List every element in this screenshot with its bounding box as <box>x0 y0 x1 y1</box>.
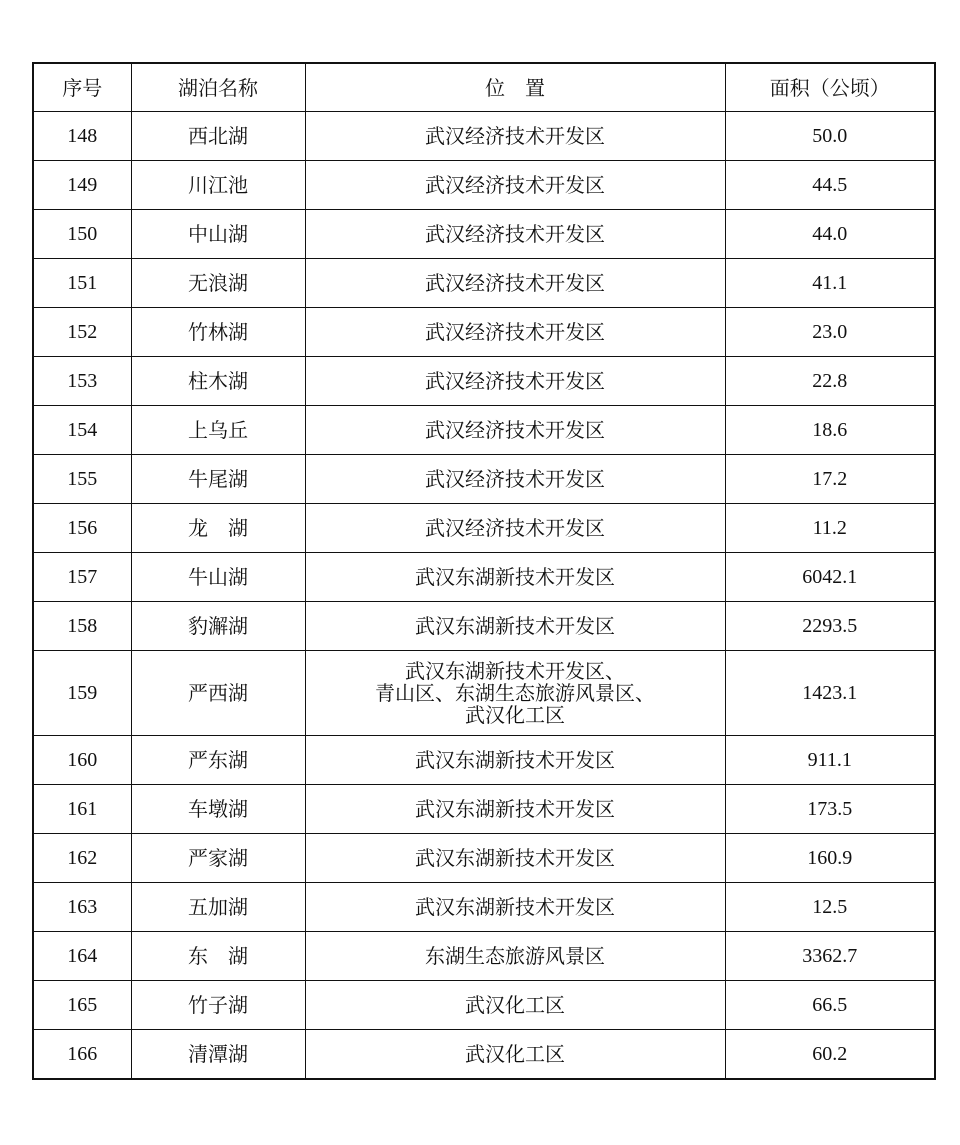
table-row <box>33 112 935 161</box>
cell-location: 武汉东湖新技术开发区 <box>305 553 725 602</box>
table-row <box>33 981 935 1030</box>
table-row <box>33 161 935 210</box>
cell-lake-name: 清潭湖 <box>131 1030 305 1080</box>
cell-lake-name: 严西湖 <box>131 651 305 736</box>
cell-serial-number: 148 <box>33 112 131 161</box>
header-location: 位 置 <box>305 63 725 112</box>
cell-lake-name: 竹林湖 <box>131 308 305 357</box>
cell-location: 武汉东湖新技术开发区 <box>305 834 725 883</box>
cell-serial-number: 153 <box>33 357 131 406</box>
cell-serial-number: 160 <box>33 736 131 785</box>
cell-location: 武汉经济技术开发区 <box>305 210 725 259</box>
cell-serial-number: 152 <box>33 308 131 357</box>
cell-serial-number: 158 <box>33 602 131 651</box>
cell-area: 11.2 <box>725 504 935 553</box>
cell-lake-name: 车墩湖 <box>131 785 305 834</box>
cell-area: 911.1 <box>725 736 935 785</box>
table-row <box>33 651 935 736</box>
header-serial-number: 序号 <box>33 63 131 112</box>
cell-area: 1423.1 <box>725 651 935 736</box>
cell-location: 武汉化工区 <box>305 981 725 1030</box>
cell-location: 武汉经济技术开发区 <box>305 161 725 210</box>
cell-area: 3362.7 <box>725 932 935 981</box>
cell-serial-number: 165 <box>33 981 131 1030</box>
cell-serial-number: 156 <box>33 504 131 553</box>
table-row <box>33 602 935 651</box>
table-body <box>33 112 935 1080</box>
table-row <box>33 308 935 357</box>
cell-area: 18.6 <box>725 406 935 455</box>
cell-serial-number: 154 <box>33 406 131 455</box>
cell-area: 160.9 <box>725 834 935 883</box>
header-row <box>33 63 935 112</box>
cell-serial-number: 157 <box>33 553 131 602</box>
cell-lake-name: 龙 湖 <box>131 504 305 553</box>
table-row <box>33 736 935 785</box>
table-row <box>33 932 935 981</box>
cell-area: 44.0 <box>725 210 935 259</box>
cell-location: 武汉东湖新技术开发区、 青山区、东湖生态旅游风景区、 武汉化工区 <box>305 651 725 736</box>
cell-area: 6042.1 <box>725 553 935 602</box>
table-row <box>33 785 935 834</box>
cell-area: 173.5 <box>725 785 935 834</box>
table-row <box>33 357 935 406</box>
cell-lake-name: 川江池 <box>131 161 305 210</box>
cell-location: 武汉经济技术开发区 <box>305 259 725 308</box>
cell-location: 武汉东湖新技术开发区 <box>305 736 725 785</box>
cell-serial-number: 164 <box>33 932 131 981</box>
cell-lake-name: 中山湖 <box>131 210 305 259</box>
table-row <box>33 455 935 504</box>
cell-lake-name: 牛山湖 <box>131 553 305 602</box>
cell-area: 66.5 <box>725 981 935 1030</box>
cell-lake-name: 上乌丘 <box>131 406 305 455</box>
cell-serial-number: 161 <box>33 785 131 834</box>
cell-lake-name: 东 湖 <box>131 932 305 981</box>
cell-location: 武汉经济技术开发区 <box>305 455 725 504</box>
cell-area: 60.2 <box>725 1030 935 1080</box>
cell-lake-name: 严家湖 <box>131 834 305 883</box>
table-row <box>33 1030 935 1080</box>
table-row <box>33 834 935 883</box>
cell-location: 武汉化工区 <box>305 1030 725 1080</box>
header-area: 面积（公顷） <box>725 63 935 112</box>
cell-area: 2293.5 <box>725 602 935 651</box>
cell-location: 武汉经济技术开发区 <box>305 357 725 406</box>
cell-lake-name: 五加湖 <box>131 883 305 932</box>
table-row <box>33 210 935 259</box>
cell-serial-number: 150 <box>33 210 131 259</box>
table-row <box>33 553 935 602</box>
cell-location: 东湖生态旅游风景区 <box>305 932 725 981</box>
cell-serial-number: 166 <box>33 1030 131 1080</box>
cell-location: 武汉经济技术开发区 <box>305 406 725 455</box>
cell-lake-name: 牛尾湖 <box>131 455 305 504</box>
cell-lake-name: 竹子湖 <box>131 981 305 1030</box>
cell-serial-number: 149 <box>33 161 131 210</box>
cell-lake-name: 豹澥湖 <box>131 602 305 651</box>
table-row <box>33 406 935 455</box>
cell-serial-number: 151 <box>33 259 131 308</box>
cell-location: 武汉经济技术开发区 <box>305 308 725 357</box>
cell-lake-name: 柱木湖 <box>131 357 305 406</box>
cell-area: 23.0 <box>725 308 935 357</box>
lake-area-table <box>32 62 936 1080</box>
cell-area: 22.8 <box>725 357 935 406</box>
cell-area: 44.5 <box>725 161 935 210</box>
table-header <box>33 63 935 112</box>
cell-serial-number: 159 <box>33 651 131 736</box>
cell-area: 12.5 <box>725 883 935 932</box>
cell-serial-number: 162 <box>33 834 131 883</box>
cell-location: 武汉东湖新技术开发区 <box>305 785 725 834</box>
table-row <box>33 259 935 308</box>
cell-location: 武汉经济技术开发区 <box>305 504 725 553</box>
cell-lake-name: 西北湖 <box>131 112 305 161</box>
cell-area: 17.2 <box>725 455 935 504</box>
cell-area: 41.1 <box>725 259 935 308</box>
cell-location: 武汉经济技术开发区 <box>305 112 725 161</box>
cell-area: 50.0 <box>725 112 935 161</box>
table-row <box>33 883 935 932</box>
cell-lake-name: 无浪湖 <box>131 259 305 308</box>
cell-serial-number: 155 <box>33 455 131 504</box>
cell-location: 武汉东湖新技术开发区 <box>305 883 725 932</box>
table-row <box>33 504 935 553</box>
cell-lake-name: 严东湖 <box>131 736 305 785</box>
cell-serial-number: 163 <box>33 883 131 932</box>
cell-location: 武汉东湖新技术开发区 <box>305 602 725 651</box>
header-lake-name: 湖泊名称 <box>131 63 305 112</box>
